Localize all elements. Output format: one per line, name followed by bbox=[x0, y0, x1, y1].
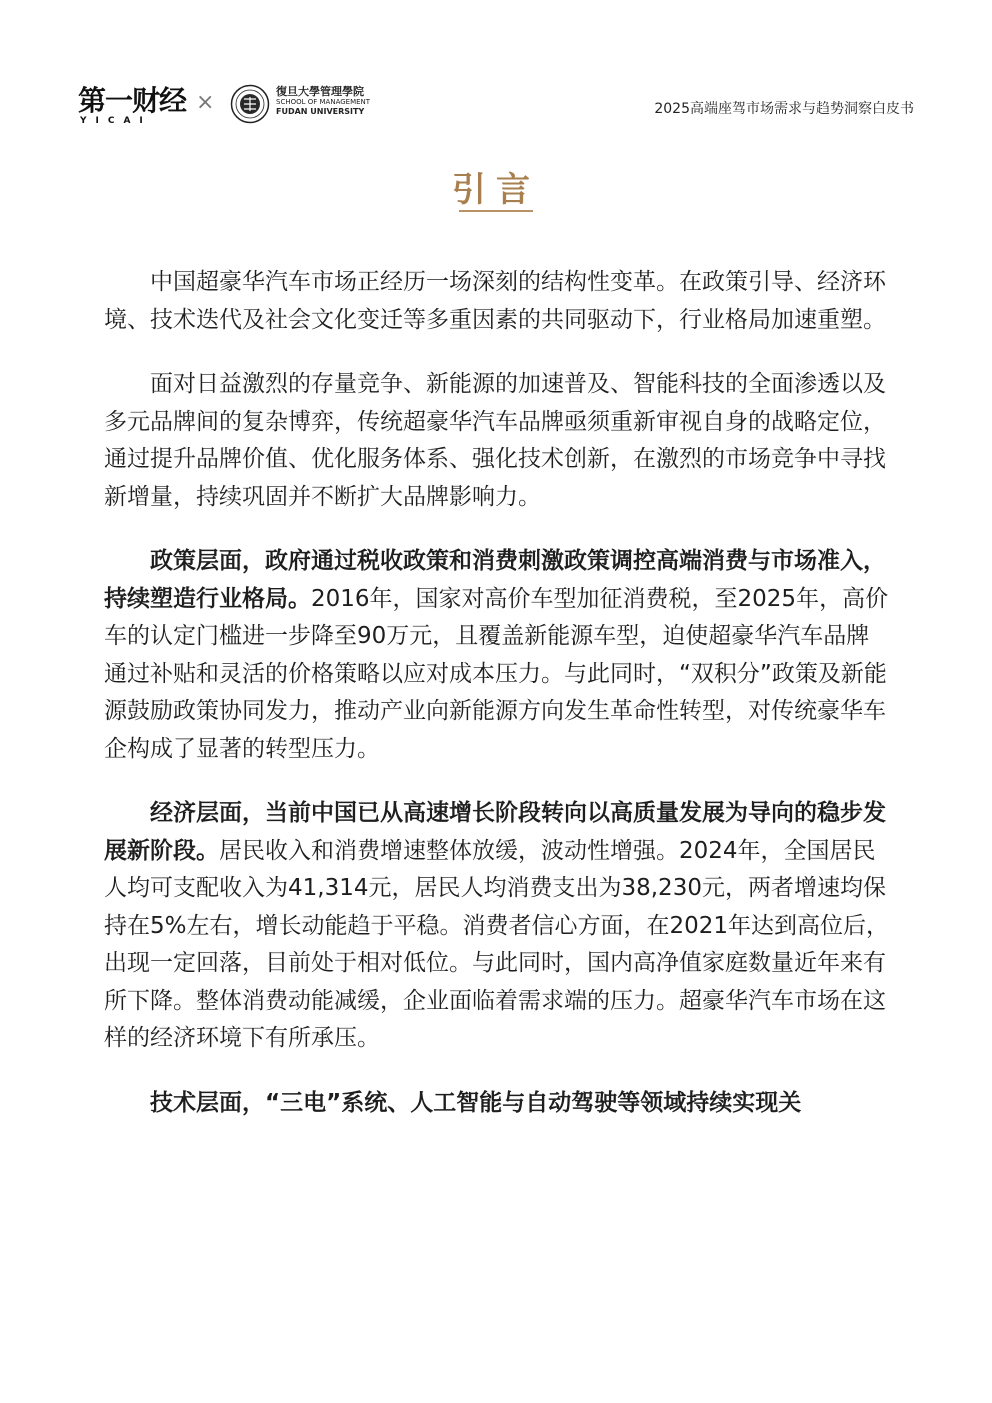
paragraph-lead: 技术层面，“三电”系统、人工智能与自动驾驶等领域持续实现关 bbox=[150, 1089, 802, 1116]
document-title: 2025高端座驾市场需求与趋势洞察白皮书 bbox=[654, 101, 914, 117]
paragraph-technology bbox=[104, 1085, 890, 1123]
title-underline bbox=[459, 210, 533, 212]
yicai-logo-en: YICAI bbox=[80, 116, 152, 126]
logo-separator: × bbox=[196, 90, 215, 115]
fudan-name-cn: 復旦大學管理學院 bbox=[276, 85, 364, 98]
paragraph-text: 中国超豪华汽车市场正经历一场深刻的结构性变革。在政策引导、经济环境、技术迭代及社会文化变迁等多重因素的共同驱动下，行业格局加速重塑。 bbox=[104, 269, 886, 333]
yicai-logo-cn: 第一财经 bbox=[78, 84, 187, 117]
paragraph-economy bbox=[104, 795, 890, 1058]
body-text bbox=[104, 264, 890, 1149]
paragraph-intro bbox=[104, 264, 890, 339]
fudan-logo-text bbox=[276, 85, 396, 116]
fudan-seal-icon bbox=[230, 84, 270, 124]
fudan-name-en-university: FUDAN UNIVERSITY bbox=[276, 107, 365, 116]
paragraph-competition bbox=[104, 366, 890, 516]
yicai-logo bbox=[78, 84, 187, 126]
paragraph-policy bbox=[104, 543, 890, 768]
page-header bbox=[78, 78, 914, 126]
paragraph-lead: 政策层面，政府通过税收政策和消费刺激政策调控高端消费与市场准入，持续塑造行业格局。 bbox=[104, 548, 886, 612]
paragraph-text: 2016年，国家对高价车型加征消费税，至2025年，高价车的认定门槛进一步降至90万元，且覆盖新能源车型，迫使超豪华汽车品牌通过补贴和灵活的价格策略以应对成本压力。与此同时，“双积分”政策及新能源鼓励政策协同发力，推动产业向新能源方向发生革命性转型，对传统豪华车企构成了显著的转型压力。 bbox=[104, 585, 889, 762]
paragraph-text: 面对日益激烈的存量竞争、新能源的加速普及、智能科技的全面渗透以及多元品牌间的复杂博弈，传统超豪华汽车品牌亟须重新审视自身的战略定位，通过提升品牌价值、优化服务体系、强化技术创新，在激烈的市场竞争中寻找新增量，持续巩固并不断扩大品牌影响力。 bbox=[104, 371, 886, 510]
fudan-name-en-school: SCHOOL OF MANAGEMENT bbox=[276, 98, 371, 106]
paragraph-text: 居民收入和消费增速整体放缓，波动性增强。2024年，全国居民人均可支配收入为41,314元，居民人均消费支出为38,230元，两者增速均保持在5%左右，增长动能趋于平稳。消费者信心方面，在2021年达到高位后，出现一定回落，目前处于相对低位。与此同时，国内高净值家庭数量近年来有所下降。整体消费动能减缓，企业面临着需求端的压力。超豪华汽车市场在这样的经济环境下有所承压。 bbox=[104, 837, 890, 1051]
section-title: 引言 bbox=[452, 170, 540, 210]
paragraph-lead: 经济层面，当前中国已从高速增长阶段转向以高质量发展为导向的稳步发展新阶段。 bbox=[104, 800, 886, 864]
